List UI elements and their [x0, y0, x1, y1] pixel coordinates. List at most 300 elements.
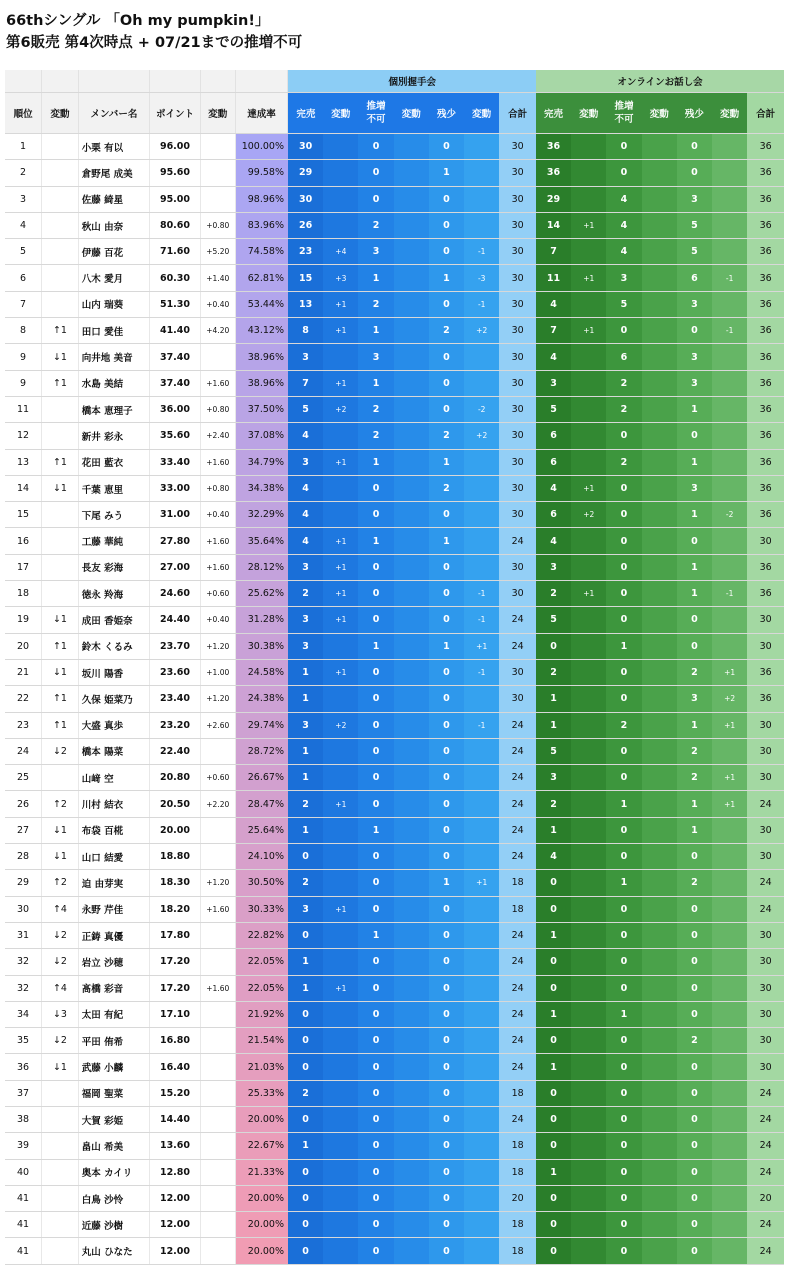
rank-change-cell: ↑1: [42, 318, 79, 344]
onl-sold-out-cell: 1: [536, 817, 571, 843]
onl-no-increase-cell: 0: [606, 475, 641, 501]
rate-cell: 34.79%: [235, 449, 288, 475]
member-name-cell: 大賀 彩姫: [78, 1106, 149, 1132]
onl-no-increase-cell: 1: [606, 870, 641, 896]
rank-change-cell: [42, 554, 79, 580]
ind-sold-out-change-cell: +1: [323, 791, 358, 817]
ind-no-increase-cell: 1: [358, 318, 393, 344]
onl-sold-out-cell: 3: [536, 554, 571, 580]
onl-few-left-change-cell: [712, 449, 747, 475]
onl-sold-out-cell: 5: [536, 738, 571, 764]
ind-total-cell: 24: [499, 738, 536, 764]
ind-few-left-cell: 0: [429, 370, 464, 396]
rate-cell: 37.50%: [235, 396, 288, 422]
ind-total-cell: 30: [499, 396, 536, 422]
ind-no-increase-cell: 1: [358, 265, 393, 291]
ind-few-left-change-cell: +1: [464, 870, 499, 896]
rate-cell: 21.54%: [235, 1028, 288, 1054]
member-name-cell: 髙橋 彩音: [78, 975, 149, 1001]
onl-no-increase-change-cell: [642, 265, 677, 291]
onl-no-increase-cell: 0: [606, 528, 641, 554]
table-row: [5, 1080, 784, 1106]
rank-change-cell: [42, 291, 79, 317]
ind-total-cell: 30: [499, 134, 536, 160]
col-rate: 達成率: [235, 93, 288, 134]
ind-sold-out-cell: 1: [288, 765, 323, 791]
ind-no-increase-change-cell: [394, 765, 429, 791]
onl-sold-out-cell: 5: [536, 607, 571, 633]
ind-sold-out-cell: 1: [288, 1133, 323, 1159]
member-name-cell: 長友 彩海: [78, 554, 149, 580]
point-change-cell: [200, 344, 235, 370]
col-ind-no-increase-change: 変動: [394, 93, 429, 134]
ind-no-increase-cell: 0: [358, 1106, 393, 1132]
onl-total-cell: 24: [747, 1080, 784, 1106]
ind-sold-out-cell: 3: [288, 607, 323, 633]
ind-no-increase-cell: 0: [358, 712, 393, 738]
onl-total-cell: 24: [747, 1159, 784, 1185]
rank-change-cell: [42, 1106, 79, 1132]
rank-change-cell: [42, 265, 79, 291]
ind-sold-out-cell: 0: [288, 1054, 323, 1080]
onl-no-increase-change-cell: [642, 975, 677, 1001]
rank-cell: 22: [5, 686, 42, 712]
onl-total-cell: 36: [747, 239, 784, 265]
ind-few-left-cell: 0: [429, 922, 464, 948]
onl-sold-out-cell: 2: [536, 659, 571, 685]
ind-no-increase-cell: 0: [358, 502, 393, 528]
ind-no-increase-cell: 0: [358, 1028, 393, 1054]
table-row: [5, 1028, 784, 1054]
onl-few-left-change-cell: [712, 344, 747, 370]
ind-sold-out-change-cell: [323, 922, 358, 948]
ind-few-left-change-cell: [464, 1054, 499, 1080]
rank-change-cell: ↑2: [42, 870, 79, 896]
ind-few-left-change-cell: [464, 1133, 499, 1159]
ind-total-cell: 18: [499, 870, 536, 896]
ind-sold-out-change-cell: +4: [323, 239, 358, 265]
rate-cell: 28.12%: [235, 554, 288, 580]
point-change-cell: +1.40: [200, 265, 235, 291]
onl-no-increase-change-cell: [642, 581, 677, 607]
onl-total-cell: 36: [747, 423, 784, 449]
onl-sold-out-change-cell: +1: [571, 475, 606, 501]
onl-sold-out-cell: 4: [536, 528, 571, 554]
rank-change-cell: [42, 1185, 79, 1211]
rank-change-cell: [42, 581, 79, 607]
onl-few-left-cell: 0: [677, 1185, 712, 1211]
rate-cell: 34.38%: [235, 475, 288, 501]
ind-no-increase-change-cell: [394, 1080, 429, 1106]
col-onl-sold-out: 完売: [536, 93, 571, 134]
member-name-cell: 田口 愛佳: [78, 318, 149, 344]
ind-sold-out-change-cell: [323, 817, 358, 843]
table-row: [5, 475, 784, 501]
ind-sold-out-cell: 4: [288, 423, 323, 449]
ind-total-cell: 30: [499, 186, 536, 212]
onl-no-increase-change-cell: [642, 922, 677, 948]
onl-sold-out-cell: 3: [536, 765, 571, 791]
rank-cell: 7: [5, 291, 42, 317]
onl-few-left-change-cell: [712, 1212, 747, 1238]
onl-few-left-change-cell: +2: [712, 686, 747, 712]
onl-no-increase-change-cell: [642, 1028, 677, 1054]
rank-change-cell: [42, 1238, 79, 1264]
ind-sold-out-cell: 0: [288, 1001, 323, 1027]
header-spacer: [42, 70, 79, 93]
ind-no-increase-cell: 0: [358, 1185, 393, 1211]
ind-no-increase-cell: 0: [358, 659, 393, 685]
onl-no-increase-change-cell: [642, 712, 677, 738]
ind-sold-out-change-cell: [323, 1212, 358, 1238]
rank-cell: 11: [5, 396, 42, 422]
rank-change-cell: [42, 212, 79, 238]
rank-cell: 9: [5, 344, 42, 370]
table-row: [5, 1001, 784, 1027]
table-row: [5, 607, 784, 633]
rank-change-cell: [42, 1159, 79, 1185]
ind-no-increase-change-cell: [394, 870, 429, 896]
onl-few-left-cell: 3: [677, 344, 712, 370]
rate-cell: 98.96%: [235, 186, 288, 212]
onl-no-increase-cell: 0: [606, 844, 641, 870]
points-cell: 14.40: [150, 1106, 201, 1132]
ind-few-left-change-cell: [464, 1238, 499, 1264]
rate-cell: 74.58%: [235, 239, 288, 265]
page-title: 66thシングル 「Oh my pumpkin!」: [6, 13, 270, 29]
ind-total-cell: 24: [499, 765, 536, 791]
onl-few-left-cell: 3: [677, 686, 712, 712]
rate-cell: 29.74%: [235, 712, 288, 738]
ind-few-left-cell: 1: [429, 870, 464, 896]
ind-few-left-change-cell: [464, 449, 499, 475]
onl-few-left-cell: 0: [677, 318, 712, 344]
onl-sold-out-cell: 5: [536, 396, 571, 422]
ind-total-cell: 30: [499, 475, 536, 501]
ind-sold-out-change-cell: [323, 870, 358, 896]
ind-few-left-change-cell: +2: [464, 423, 499, 449]
onl-no-increase-change-cell: [642, 212, 677, 238]
onl-total-cell: 36: [747, 265, 784, 291]
ind-few-left-cell: 1: [429, 265, 464, 291]
rate-cell: 32.29%: [235, 502, 288, 528]
onl-sold-out-cell: 6: [536, 449, 571, 475]
point-change-cell: +0.40: [200, 291, 235, 317]
ind-no-increase-change-cell: [394, 528, 429, 554]
ind-no-increase-change-cell: [394, 896, 429, 922]
rank-cell: 17: [5, 554, 42, 580]
onl-no-increase-change-cell: [642, 844, 677, 870]
ind-no-increase-cell: 0: [358, 791, 393, 817]
ind-sold-out-cell: 2: [288, 791, 323, 817]
onl-few-left-change-cell: [712, 607, 747, 633]
onl-total-cell: 24: [747, 1133, 784, 1159]
ind-sold-out-cell: 30: [288, 134, 323, 160]
ind-no-increase-change-cell: [394, 922, 429, 948]
point-change-cell: +2.60: [200, 712, 235, 738]
rate-cell: 28.72%: [235, 738, 288, 764]
onl-no-increase-cell: 1: [606, 791, 641, 817]
onl-few-left-cell: 0: [677, 607, 712, 633]
ind-total-cell: 18: [499, 1238, 536, 1264]
point-change-cell: +0.80: [200, 396, 235, 422]
point-change-cell: +1.20: [200, 870, 235, 896]
rank-change-cell: ↓3: [42, 1001, 79, 1027]
onl-no-increase-change-cell: [642, 686, 677, 712]
onl-total-cell: 24: [747, 896, 784, 922]
rank-change-cell: ↓1: [42, 475, 79, 501]
ind-sold-out-change-cell: +1: [323, 528, 358, 554]
ind-no-increase-change-cell: [394, 1159, 429, 1185]
header-spacer: [5, 70, 42, 93]
table-row: [5, 738, 784, 764]
ind-no-increase-cell: 0: [358, 134, 393, 160]
onl-no-increase-cell: 0: [606, 765, 641, 791]
onl-few-left-cell: 6: [677, 265, 712, 291]
onl-total-cell: 30: [747, 817, 784, 843]
onl-no-increase-change-cell: [642, 160, 677, 186]
ind-total-cell: 18: [499, 1080, 536, 1106]
onl-sold-out-change-cell: [571, 765, 606, 791]
ind-sold-out-cell: 30: [288, 186, 323, 212]
col-onl-sold-out-change: 変動: [571, 93, 606, 134]
points-cell: 27.80: [150, 528, 201, 554]
rate-cell: 21.03%: [235, 1054, 288, 1080]
rate-cell: 22.82%: [235, 922, 288, 948]
ind-sold-out-change-cell: [323, 1054, 358, 1080]
col-ind-few-left: 残少: [429, 93, 464, 134]
ind-few-left-cell: 0: [429, 1001, 464, 1027]
ind-total-cell: 24: [499, 712, 536, 738]
ind-sold-out-cell: 13: [288, 291, 323, 317]
onl-total-cell: 24: [747, 1212, 784, 1238]
onl-no-increase-change-cell: [642, 791, 677, 817]
onl-sold-out-cell: 36: [536, 160, 571, 186]
onl-no-increase-change-cell: [642, 449, 677, 475]
ind-no-increase-cell: 0: [358, 554, 393, 580]
onl-no-increase-cell: 0: [606, 1080, 641, 1106]
point-change-cell: +1.60: [200, 370, 235, 396]
onl-few-left-change-cell: [712, 922, 747, 948]
ind-total-cell: 18: [499, 1133, 536, 1159]
points-cell: 37.40: [150, 370, 201, 396]
ind-sold-out-cell: 0: [288, 1212, 323, 1238]
onl-no-increase-cell: 0: [606, 1159, 641, 1185]
point-change-cell: +0.60: [200, 581, 235, 607]
onl-no-increase-change-cell: [642, 817, 677, 843]
points-cell: 18.80: [150, 844, 201, 870]
points-cell: 27.00: [150, 554, 201, 580]
ind-few-left-cell: 0: [429, 844, 464, 870]
member-name-cell: 小栗 有以: [78, 134, 149, 160]
onl-no-increase-cell: 2: [606, 449, 641, 475]
ind-few-left-cell: 0: [429, 949, 464, 975]
ind-few-left-change-cell: [464, 1028, 499, 1054]
rank-cell: 26: [5, 791, 42, 817]
ind-few-left-cell: 1: [429, 633, 464, 659]
points-cell: 41.40: [150, 318, 201, 344]
ind-total-cell: 30: [499, 239, 536, 265]
onl-few-left-change-cell: +1: [712, 659, 747, 685]
onl-few-left-change-cell: [712, 554, 747, 580]
onl-few-left-change-cell: [712, 844, 747, 870]
onl-no-increase-change-cell: [642, 475, 677, 501]
onl-sold-out-change-cell: [571, 870, 606, 896]
ind-sold-out-cell: 1: [288, 949, 323, 975]
ind-no-increase-change-cell: [394, 134, 429, 160]
points-cell: 23.20: [150, 712, 201, 738]
onl-total-cell: 30: [747, 922, 784, 948]
onl-sold-out-cell: 7: [536, 239, 571, 265]
onl-no-increase-change-cell: [642, 633, 677, 659]
ind-sold-out-change-cell: [323, 738, 358, 764]
ind-sold-out-cell: 2: [288, 870, 323, 896]
member-name-cell: 橋本 恵理子: [78, 396, 149, 422]
ind-no-increase-cell: 1: [358, 528, 393, 554]
onl-sold-out-change-cell: [571, 160, 606, 186]
points-cell: 95.00: [150, 186, 201, 212]
onl-few-left-change-cell: [712, 134, 747, 160]
ind-total-cell: 18: [499, 1159, 536, 1185]
ind-sold-out-change-cell: [323, 1028, 358, 1054]
onl-few-left-cell: 0: [677, 975, 712, 1001]
points-cell: 24.40: [150, 607, 201, 633]
onl-no-increase-change-cell: [642, 1185, 677, 1211]
page-header: [6, 10, 302, 54]
onl-no-increase-cell: 0: [606, 318, 641, 344]
ind-no-increase-change-cell: [394, 817, 429, 843]
point-change-cell: +0.40: [200, 607, 235, 633]
onl-total-cell: 36: [747, 502, 784, 528]
table-row: [5, 212, 784, 238]
ind-total-cell: 30: [499, 370, 536, 396]
points-cell: 18.20: [150, 896, 201, 922]
rank-cell: 41: [5, 1212, 42, 1238]
ind-few-left-change-cell: [464, 554, 499, 580]
onl-few-left-cell: 0: [677, 134, 712, 160]
rate-cell: 25.64%: [235, 817, 288, 843]
onl-no-increase-change-cell: [642, 1080, 677, 1106]
member-name-cell: 下尾 みう: [78, 502, 149, 528]
points-cell: 17.10: [150, 1001, 201, 1027]
ind-sold-out-change-cell: [323, 423, 358, 449]
ind-no-increase-cell: 0: [358, 844, 393, 870]
ind-total-cell: 18: [499, 1212, 536, 1238]
onl-no-increase-change-cell: [642, 870, 677, 896]
rank-cell: 6: [5, 265, 42, 291]
ind-no-increase-change-cell: [394, 659, 429, 685]
rank-cell: 31: [5, 922, 42, 948]
points-cell: 17.80: [150, 922, 201, 948]
onl-sold-out-change-cell: [571, 344, 606, 370]
onl-few-left-change-cell: [712, 949, 747, 975]
onl-few-left-change-cell: [712, 1133, 747, 1159]
points-cell: 23.60: [150, 659, 201, 685]
table-row: [5, 1106, 784, 1132]
point-change-cell: [200, 186, 235, 212]
ind-sold-out-cell: 3: [288, 344, 323, 370]
onl-few-left-cell: 0: [677, 528, 712, 554]
onl-no-increase-cell: 0: [606, 1106, 641, 1132]
rank-change-cell: ↓2: [42, 738, 79, 764]
point-change-cell: +1.60: [200, 896, 235, 922]
onl-no-increase-cell: 0: [606, 659, 641, 685]
rank-cell: 39: [5, 1133, 42, 1159]
ind-sold-out-cell: 2: [288, 1080, 323, 1106]
member-name-cell: 倉野尾 成美: [78, 160, 149, 186]
onl-no-increase-change-cell: [642, 344, 677, 370]
ind-few-left-change-cell: -1: [464, 581, 499, 607]
member-name-cell: 福岡 聖菜: [78, 1080, 149, 1106]
table-row: [5, 712, 784, 738]
ind-sold-out-cell: 0: [288, 1028, 323, 1054]
onl-few-left-cell: 1: [677, 791, 712, 817]
ind-few-left-cell: 2: [429, 475, 464, 501]
onl-sold-out-change-cell: [571, 1028, 606, 1054]
member-name-cell: 正鋳 真優: [78, 922, 149, 948]
rank-cell: 27: [5, 817, 42, 843]
ind-no-increase-cell: 0: [358, 738, 393, 764]
ind-few-left-change-cell: [464, 212, 499, 238]
ind-no-increase-change-cell: [394, 581, 429, 607]
ind-few-left-cell: 0: [429, 134, 464, 160]
table-row: [5, 370, 784, 396]
onl-no-increase-cell: 2: [606, 396, 641, 422]
member-name-cell: 山﨑 空: [78, 765, 149, 791]
onl-few-left-change-cell: [712, 1080, 747, 1106]
points-cell: 13.60: [150, 1133, 201, 1159]
ind-sold-out-cell: 5: [288, 396, 323, 422]
onl-no-increase-change-cell: [642, 659, 677, 685]
ind-no-increase-change-cell: [394, 554, 429, 580]
rate-cell: 37.08%: [235, 423, 288, 449]
member-name-cell: 花田 藍衣: [78, 449, 149, 475]
rank-cell: 30: [5, 896, 42, 922]
onl-few-left-cell: 3: [677, 186, 712, 212]
ind-no-increase-cell: 0: [358, 765, 393, 791]
table-row: [5, 686, 784, 712]
rank-cell: 18: [5, 581, 42, 607]
ind-sold-out-change-cell: [323, 844, 358, 870]
ind-sold-out-change-cell: [323, 1238, 358, 1264]
onl-few-left-change-cell: [712, 1106, 747, 1132]
ind-sold-out-cell: 1: [288, 975, 323, 1001]
onl-few-left-cell: 1: [677, 502, 712, 528]
ind-no-increase-change-cell: [394, 633, 429, 659]
ind-total-cell: 30: [499, 659, 536, 685]
rank-change-cell: ↓2: [42, 1028, 79, 1054]
onl-total-cell: 24: [747, 1238, 784, 1264]
rate-cell: 25.62%: [235, 581, 288, 607]
points-cell: 12.00: [150, 1238, 201, 1264]
rank-cell: 25: [5, 765, 42, 791]
ind-sold-out-change-cell: +1: [323, 370, 358, 396]
rank-cell: 1: [5, 134, 42, 160]
onl-sold-out-change-cell: [571, 1106, 606, 1132]
onl-sold-out-cell: 0: [536, 1133, 571, 1159]
point-change-cell: [200, 1106, 235, 1132]
ind-total-cell: 30: [499, 581, 536, 607]
points-cell: 80.60: [150, 212, 201, 238]
onl-few-left-change-cell: [712, 738, 747, 764]
ind-no-increase-cell: 0: [358, 870, 393, 896]
rank-cell: 29: [5, 870, 42, 896]
onl-sold-out-cell: 1: [536, 712, 571, 738]
ind-no-increase-change-cell: [394, 160, 429, 186]
member-name-cell: 奥本 カイリ: [78, 1159, 149, 1185]
ind-few-left-cell: 0: [429, 581, 464, 607]
point-change-cell: +1.00: [200, 659, 235, 685]
